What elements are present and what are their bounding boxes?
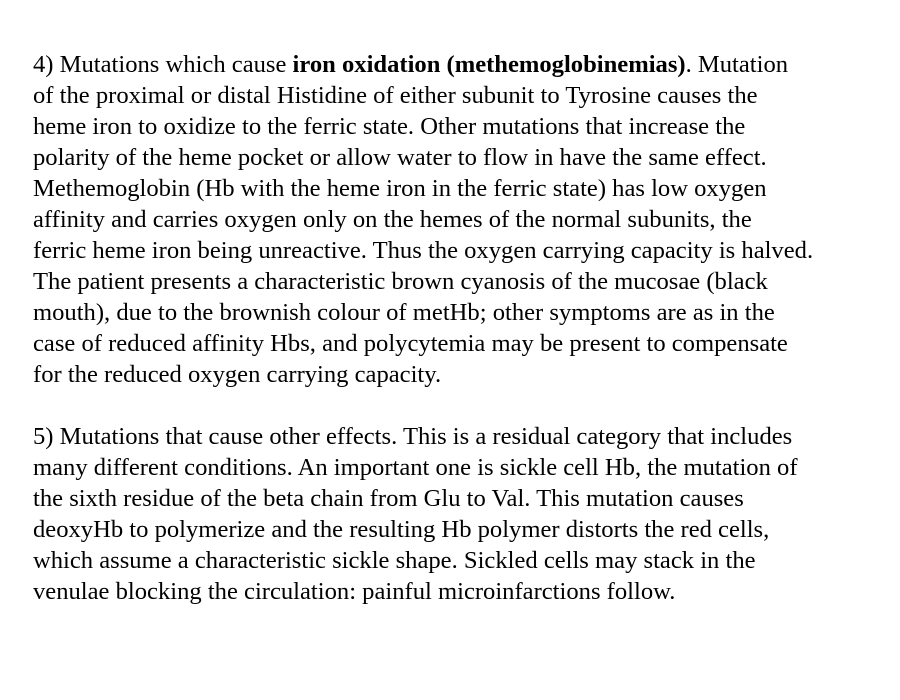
text-run: 4) Mutations which cause xyxy=(33,51,293,78)
text-run: mouth), due to the brownish colour of metHb; other symptoms are as in the xyxy=(33,299,775,326)
text-run: The patient presents a characteristic brown cyanosis of the mucosae (black xyxy=(33,268,768,295)
text-line xyxy=(33,235,895,266)
text-line xyxy=(33,514,895,545)
text-line xyxy=(33,173,895,204)
paragraph-other-effects xyxy=(33,421,895,607)
text-line xyxy=(33,452,895,483)
text-run: 5) Mutations that cause other effects. This is a residual category that includes xyxy=(33,423,793,450)
text-line xyxy=(33,111,895,142)
text-run: Methemoglobin (Hb with the heme iron in the ferric state) has low oxygen xyxy=(33,175,767,202)
text-line xyxy=(33,297,895,328)
text-line xyxy=(33,359,895,390)
text-run: heme iron to oxidize to the ferric state. Other mutations that increase the xyxy=(33,113,746,140)
text-run: the sixth residue of the beta chain from Glu to Val. This mutation causes xyxy=(33,485,744,512)
text-run: case of reduced affinity Hbs, and polycytemia may be present to compensate xyxy=(33,330,788,357)
text-run: venulae blocking the circulation: painful microinfarctions follow. xyxy=(33,578,676,605)
text-line xyxy=(33,328,895,359)
paragraph-methemoglobinemias xyxy=(33,49,895,390)
text-line xyxy=(33,80,895,111)
text-line xyxy=(33,545,895,576)
text-line xyxy=(33,142,895,173)
text-run: polarity of the heme pocket or allow water to flow in have the same effect. xyxy=(33,144,767,171)
text-run: for the reduced oxygen carrying capacity. xyxy=(33,361,442,388)
text-line xyxy=(33,204,895,235)
text-line xyxy=(33,421,895,452)
text-run: many different conditions. An important one is sickle cell Hb, the mutation of xyxy=(33,454,798,481)
text-run: ferric heme iron being unreactive. Thus the oxygen carrying capacity is halved. xyxy=(33,237,814,264)
text-run: affinity and carries oxygen only on the hemes of the normal subunits, the xyxy=(33,206,752,233)
text-line xyxy=(33,576,895,607)
document-page xyxy=(33,49,895,607)
text-run: which assume a characteristic sickle shape. Sickled cells may stack in the xyxy=(33,547,756,574)
text-line xyxy=(33,483,895,514)
bold-term: iron oxidation (methemoglobinemias) xyxy=(292,51,686,78)
text-run: . Mutation xyxy=(685,51,789,78)
text-line xyxy=(33,49,895,80)
text-run: deoxyHb to polymerize and the resulting Hb polymer distorts the red cells, xyxy=(33,516,770,543)
text-line xyxy=(33,266,895,297)
text-run: of the proximal or distal Histidine of either subunit to Tyrosine causes the xyxy=(33,82,758,109)
